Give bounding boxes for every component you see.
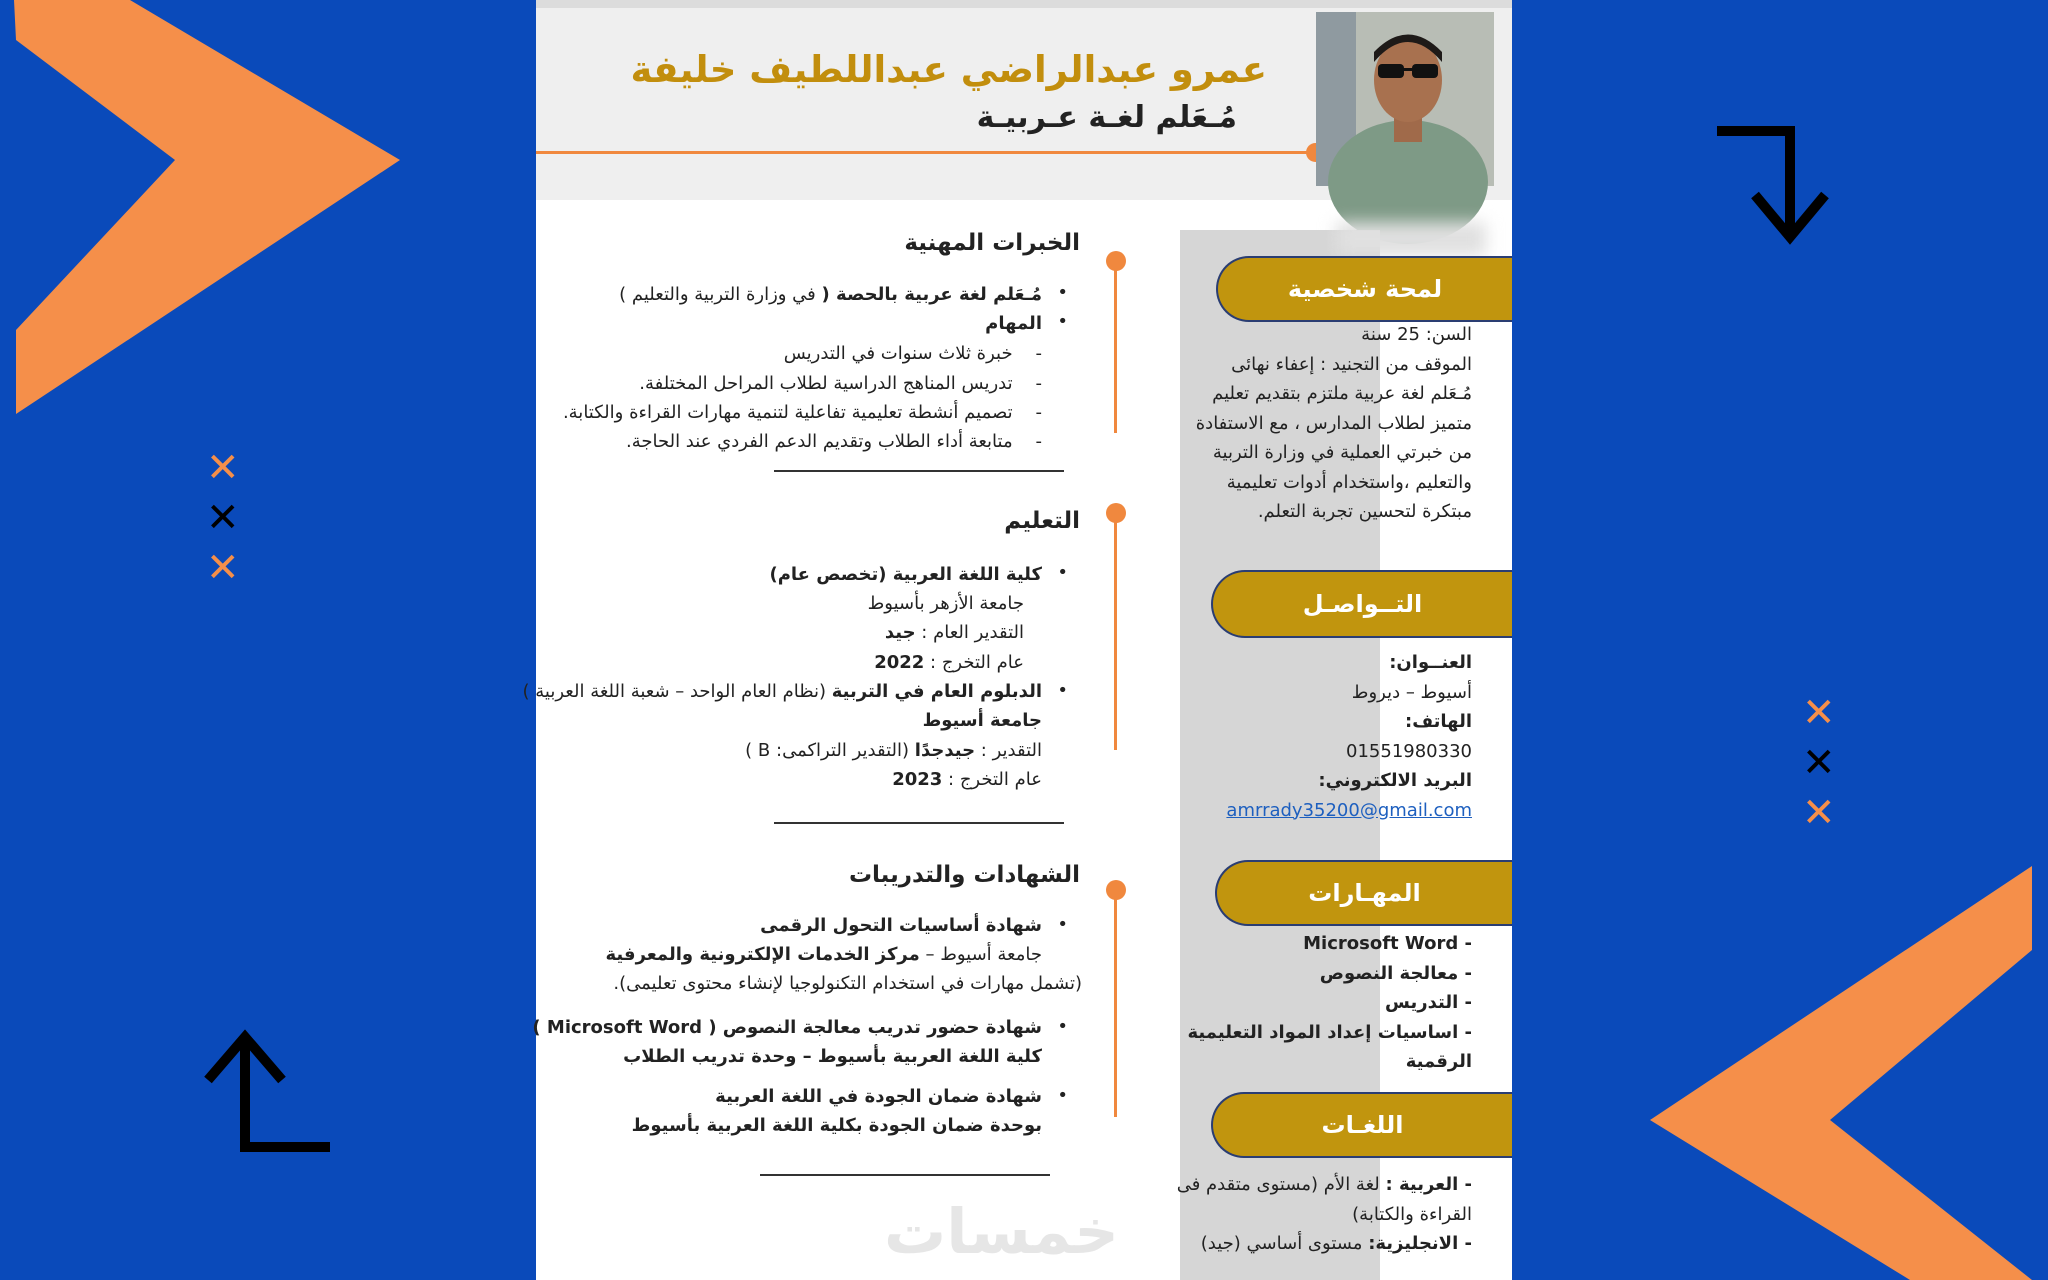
watermark-logo: خمسات (884, 1195, 1119, 1268)
skill-item: - اساسيات إعداد المواد التعليمية (1187, 1021, 1472, 1043)
resume-page (522, 0, 1512, 1280)
profile-section-header: لمحة شخصية (1216, 256, 1512, 322)
header-divider-line (536, 151, 1312, 154)
turn-down-arrow-icon (1715, 125, 1865, 255)
x-mark-icon: ✕ (1802, 690, 1836, 736)
task-item: - تصميم أنشطة تعليمية تفاعلية لتنمية مهارات القراءة والكتابة. (562, 402, 1042, 423)
x-mark-icon: ✕ (1802, 740, 1836, 786)
language-english: - الانجليزية: مستوى أساسي (جيد) (1200, 1233, 1472, 1254)
turn-up-arrow-icon (190, 1025, 340, 1155)
contact-section-header: التــواصـل (1211, 570, 1512, 638)
degree-title: كلية اللغة العربية (تخصص عام) (769, 564, 1042, 585)
skill-item: الرقمية (1405, 1051, 1472, 1072)
skill-item: - التدريس (1385, 992, 1472, 1013)
bullet: • (1057, 311, 1068, 332)
education-section-title: التعليم (1004, 508, 1080, 534)
skill-item: - Microsoft Word (1303, 933, 1472, 954)
tasks-label: المهام (985, 313, 1042, 334)
certificate-note: (تشمل مهارات في استخدام التكنولوجيا لإنشاء محتوى تعليمى). (613, 973, 1082, 994)
bullet: • (1057, 282, 1068, 303)
language-arabic: - العربية : لغة الأم (مستوى متقدم فى (1176, 1174, 1472, 1195)
grade-line: التقدير العام : جيد (884, 622, 1024, 643)
section-divider (774, 822, 1064, 824)
bullet: • (1057, 1016, 1068, 1037)
task-item: - خبرة ثلاث سنوات في التدريس (783, 343, 1042, 364)
certificate-title: شهادة حضور تدريب معالجة النصوص ( Microsoft Word ) (532, 1017, 1042, 1038)
certificate-title: شهادة ضمان الجودة في اللغة العربية (715, 1086, 1042, 1107)
skills-section-header: المهـارات (1215, 860, 1512, 926)
x-mark-icon: ✕ (206, 445, 240, 491)
degree-title: الدبلوم العام في التربية (نظام العام الواحد – شعبة اللغة العربية ) (522, 681, 1042, 702)
header-top-strip (536, 0, 1512, 8)
address-label: العنــوان: (1389, 652, 1472, 673)
graduation-year: عام التخرج : 2023 (892, 769, 1042, 790)
sidebar-shadow (1336, 222, 1486, 256)
language-arabic-cont: القراءة والكتابة) (1352, 1203, 1472, 1225)
x-mark-icon: ✕ (206, 545, 240, 591)
profile-line: متميز لطلاب المدارس ، مع الاستفادة (1195, 412, 1472, 434)
certificate-org: جامعة أسيوط – مركز الخدمات الإلكترونية والمعرفية (605, 944, 1042, 965)
candidate-name: عمرو عبدالراضي عبداللطيف خليفة (630, 48, 1267, 91)
phone-value: 01551980330 (1346, 740, 1472, 762)
orange-chevron-left-decoration (0, 0, 420, 430)
skills-list (1172, 929, 1472, 1077)
skill-item: - معالجة النصوص (1319, 962, 1472, 984)
bullet: • (1057, 680, 1068, 701)
certificate-org: كلية اللغة العربية بأسيوط – وحدة تدريب الطلاب (623, 1046, 1042, 1067)
profile-line: الموقف من التجنيد : إعفاء نهائى (1231, 353, 1472, 375)
graduation-year: عام التخرج : 2022 (874, 652, 1024, 673)
university-name: جامعة الأزهر بأسيوط (867, 593, 1024, 614)
task-item: - متابعة أداء الطلاب وتقديم الدعم الفردي عند الحاجة. (626, 431, 1042, 452)
email-label: البريد الالكتروني: (1318, 770, 1472, 791)
profile-text (1172, 320, 1472, 527)
languages-section-header: اللغـات (1211, 1092, 1512, 1158)
phone-label: الهاتف: (1405, 711, 1472, 732)
job-title: مُـعَلم لغـة عـربيـة (976, 100, 1237, 135)
person-photo-icon (1316, 12, 1494, 186)
profile-line: مُـعَلم لغة عربية ملتزم بتقديم تعليم (1212, 383, 1472, 404)
university-name: جامعة أسيوط (922, 710, 1042, 731)
certificates-section-title: الشهادات والتدريبات (848, 862, 1080, 888)
section-divider (760, 1174, 1050, 1176)
task-item: - تدريس المناهج الدراسية لطلاب المراحل المختلفة. (639, 373, 1042, 394)
certificate-title: شهادة أساسيات التحول الرقمى (760, 915, 1042, 936)
experience-role: مُـعَلم لغة عربية بالحصة ( في وزارة التربية والتعليم ) (619, 284, 1042, 305)
address-value: أسيوط – ديروط (1351, 681, 1472, 703)
timeline-line (1114, 885, 1117, 1117)
x-mark-icon: ✕ (1802, 790, 1836, 836)
experience-section-title: الخبرات المهنية (904, 230, 1080, 256)
timeline-line (1114, 510, 1117, 750)
email-link[interactable]: amrrady35200@gmail.com (1226, 799, 1472, 821)
profile-line: والتعليم ،واستخدام أدوات تعليمية (1226, 471, 1472, 493)
orange-chevron-right-decoration (1640, 860, 2048, 1280)
profile-line: السن: 25 سنة (1361, 324, 1472, 345)
profile-line: مبتكرة لتحسين تجربة التعلم. (1257, 501, 1472, 522)
contact-details (1172, 648, 1472, 825)
certificate-org: بوحدة ضمان الجودة بكلية اللغة العربية بأسيوط (631, 1115, 1042, 1136)
bullet: • (1057, 1085, 1068, 1106)
timeline-line (1114, 255, 1117, 433)
grade-line: التقدير : جيدجدًا (التقدير التراكمى: B ) (745, 740, 1042, 761)
profile-line: من خبرتي العملية في وزارة التربية (1212, 442, 1472, 463)
bullet: • (1057, 914, 1068, 935)
languages-list (1152, 1170, 1472, 1259)
section-divider (774, 470, 1064, 472)
bullet: • (1057, 562, 1068, 583)
profile-photo (1316, 12, 1494, 186)
x-mark-icon: ✕ (206, 495, 240, 541)
